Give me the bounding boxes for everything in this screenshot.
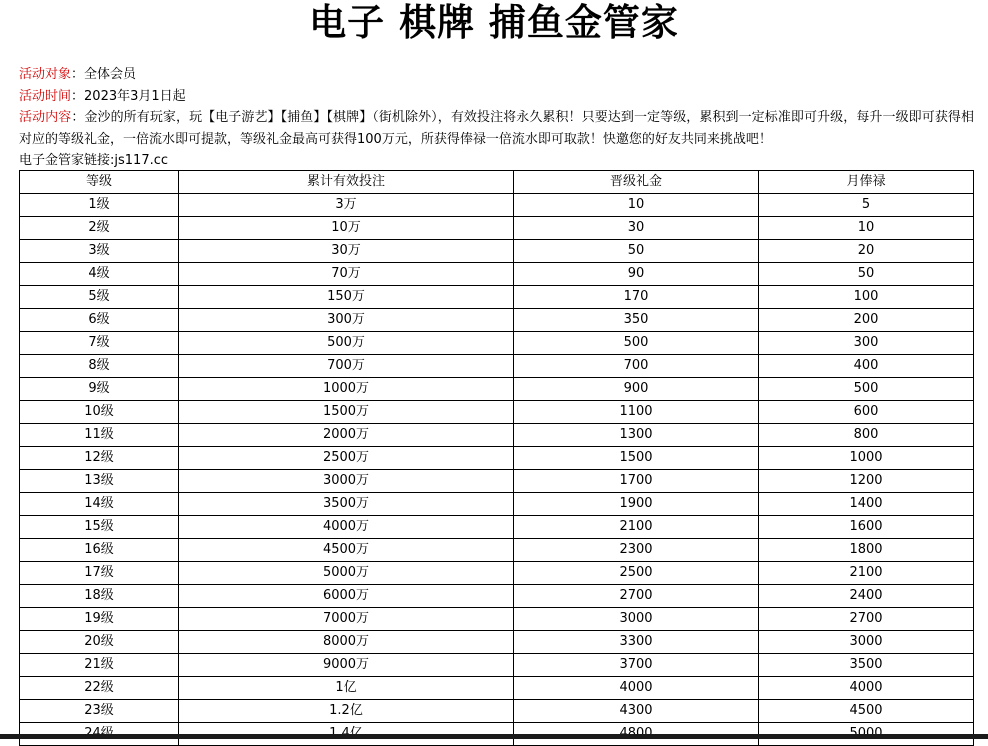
- cell-cumulative-bet: 4000万: [179, 516, 514, 539]
- cell-level: 19级: [20, 608, 179, 631]
- cell-monthly-salary: 2400: [759, 585, 974, 608]
- cell-level: 3级: [20, 240, 179, 263]
- cell-level: 5级: [20, 286, 179, 309]
- table-row: [20, 217, 974, 240]
- cell-promotion-bonus: 1100: [514, 401, 759, 424]
- link-label: 电子金管家链接: [19, 153, 111, 168]
- cell-level: 6级: [20, 309, 179, 332]
- cell-promotion-bonus: 10: [514, 194, 759, 217]
- cell-promotion-bonus: 3700: [514, 654, 759, 677]
- cell-monthly-salary: 50: [759, 263, 974, 286]
- cell-level: 4级: [20, 263, 179, 286]
- header-cumulative-bet: 累计有效投注: [179, 171, 514, 194]
- cell-promotion-bonus: 350: [514, 309, 759, 332]
- cell-cumulative-bet: 9000万: [179, 654, 514, 677]
- table-row: [20, 631, 974, 654]
- cell-promotion-bonus: 1300: [514, 424, 759, 447]
- activity-time-value: 2023年3月1日起: [84, 88, 186, 104]
- cell-promotion-bonus: 1700: [514, 470, 759, 493]
- cell-promotion-bonus: 30: [514, 217, 759, 240]
- table-row: [20, 516, 974, 539]
- cell-cumulative-bet: 1500万: [179, 401, 514, 424]
- activity-time-line: 活动时间：2023年3月1日起: [19, 88, 186, 104]
- cell-promotion-bonus: 1900: [514, 493, 759, 516]
- table-row: [20, 378, 974, 401]
- table-row: [20, 240, 974, 263]
- cell-cumulative-bet: 150万: [179, 286, 514, 309]
- cell-promotion-bonus: 500: [514, 332, 759, 355]
- table-row: [20, 677, 974, 700]
- cell-monthly-salary: 3000: [759, 631, 974, 654]
- activity-content-line: 活动内容：金沙的所有玩家，玩【电子游艺】【捕鱼】【棋牌】（街机除外），有效投注将永久累积！只要达到一定等级，累积到一定标准即可升级，每升一级即可获得相对应的等级礼金，一倍流水即可提款，等级礼金最高可获得100万元，所获得俸禄一倍流水即可取款！快邀您的好友共同来挑战吧！: [19, 110, 974, 147]
- link-line: 电子金管家链接:js117.cc: [19, 153, 169, 168]
- cell-monthly-salary: 400: [759, 355, 974, 378]
- table-row: [20, 286, 974, 309]
- cell-level: 11级: [20, 424, 179, 447]
- cell-monthly-salary: 800: [759, 424, 974, 447]
- cell-cumulative-bet: 5000万: [179, 562, 514, 585]
- cell-promotion-bonus: 900: [514, 378, 759, 401]
- cell-monthly-salary: 3500: [759, 654, 974, 677]
- cell-promotion-bonus: 4000: [514, 677, 759, 700]
- cell-cumulative-bet: 6000万: [179, 585, 514, 608]
- cell-monthly-salary: 1400: [759, 493, 974, 516]
- cell-level: 16级: [20, 539, 179, 562]
- cell-level: 13级: [20, 470, 179, 493]
- table-row: [20, 608, 974, 631]
- activity-target-value: 全体会员: [84, 67, 137, 82]
- table-row: [20, 585, 974, 608]
- cell-level: 23级: [20, 700, 179, 723]
- cell-cumulative-bet: 3000万: [179, 470, 514, 493]
- activity-content-label: 活动内容: [19, 110, 72, 125]
- cell-monthly-salary: 10: [759, 217, 974, 240]
- bottom-edge-bar: [0, 734, 988, 739]
- cell-promotion-bonus: 1500: [514, 447, 759, 470]
- table-row: [20, 355, 974, 378]
- cell-promotion-bonus: 3300: [514, 631, 759, 654]
- header-promotion-bonus: 晋级礼金: [514, 171, 759, 194]
- cell-level: 12级: [20, 447, 179, 470]
- cell-level: 17级: [20, 562, 179, 585]
- cell-promotion-bonus: 2700: [514, 585, 759, 608]
- activity-content-value: 金沙的所有玩家，玩【电子游艺】【捕鱼】【棋牌】（街机除外），有效投注将永久累积！只要达到一定等级，累积到一定标准即可升级，每升一级即可获得相对应的等级礼金，一倍流水即可提款，等级礼金最高可获得100万元，所获得俸禄一倍流水即可取款！快邀您的好友共同来挑战吧！: [19, 110, 974, 147]
- page-title: 电子 棋牌 捕鱼金管家: [309, 1, 679, 44]
- cell-promotion-bonus: 2500: [514, 562, 759, 585]
- level-table: [19, 170, 974, 746]
- cell-monthly-salary: 2700: [759, 608, 974, 631]
- cell-level: 2级: [20, 217, 179, 240]
- cell-cumulative-bet: 700万: [179, 355, 514, 378]
- cell-monthly-salary: 1000: [759, 447, 974, 470]
- header-monthly-salary: 月俸禄: [759, 171, 974, 194]
- cell-monthly-salary: 200: [759, 309, 974, 332]
- cell-monthly-salary: 4500: [759, 700, 974, 723]
- cell-promotion-bonus: 2300: [514, 539, 759, 562]
- cell-monthly-salary: 600: [759, 401, 974, 424]
- header-level: 等级: [20, 171, 179, 194]
- table-row: [20, 447, 974, 470]
- cell-monthly-salary: 2100: [759, 562, 974, 585]
- cell-promotion-bonus: 170: [514, 286, 759, 309]
- cell-monthly-salary: 100: [759, 286, 974, 309]
- cell-level: 9级: [20, 378, 179, 401]
- cell-promotion-bonus: 4300: [514, 700, 759, 723]
- table-row: [20, 424, 974, 447]
- cell-promotion-bonus: 90: [514, 263, 759, 286]
- cell-monthly-salary: 20: [759, 240, 974, 263]
- cell-cumulative-bet: 1000万: [179, 378, 514, 401]
- activity-info: [19, 64, 974, 172]
- cell-cumulative-bet: 500万: [179, 332, 514, 355]
- table-row: [20, 493, 974, 516]
- table-header-row: [20, 171, 974, 194]
- cell-cumulative-bet: 3500万: [179, 493, 514, 516]
- activity-time-label: 活动时间: [19, 88, 72, 104]
- table-row: [20, 700, 974, 723]
- table-row: [20, 470, 974, 493]
- cell-monthly-salary: 1600: [759, 516, 974, 539]
- cell-promotion-bonus: 50: [514, 240, 759, 263]
- table-row: [20, 332, 974, 355]
- cell-cumulative-bet: 300万: [179, 309, 514, 332]
- activity-target-line: 活动对象：全体会员: [19, 67, 137, 82]
- cell-promotion-bonus: 3000: [514, 608, 759, 631]
- cell-cumulative-bet: 2000万: [179, 424, 514, 447]
- cell-cumulative-bet: 4500万: [179, 539, 514, 562]
- cell-cumulative-bet: 7000万: [179, 608, 514, 631]
- cell-cumulative-bet: 70万: [179, 263, 514, 286]
- cell-cumulative-bet: 3万: [179, 194, 514, 217]
- cell-cumulative-bet: 1.2亿: [179, 700, 514, 723]
- cell-level: 7级: [20, 332, 179, 355]
- cell-level: 8级: [20, 355, 179, 378]
- cell-level: 18级: [20, 585, 179, 608]
- cell-monthly-salary: 5: [759, 194, 974, 217]
- table-body: [20, 194, 974, 746]
- activity-target-label: 活动对象: [19, 67, 72, 82]
- cell-monthly-salary: 500: [759, 378, 974, 401]
- table-row: [20, 401, 974, 424]
- link-value[interactable]: js117.cc: [114, 153, 169, 168]
- cell-monthly-salary: 1200: [759, 470, 974, 493]
- cell-promotion-bonus: 2100: [514, 516, 759, 539]
- table-row: [20, 309, 974, 332]
- cell-level: 10级: [20, 401, 179, 424]
- cell-cumulative-bet: 1亿: [179, 677, 514, 700]
- table-row: [20, 194, 974, 217]
- cell-promotion-bonus: 700: [514, 355, 759, 378]
- cell-level: 15级: [20, 516, 179, 539]
- cell-level: 22级: [20, 677, 179, 700]
- table-row: [20, 263, 974, 286]
- cell-level: 14级: [20, 493, 179, 516]
- cell-cumulative-bet: 8000万: [179, 631, 514, 654]
- cell-level: 21级: [20, 654, 179, 677]
- cell-monthly-salary: 1800: [759, 539, 974, 562]
- cell-level: 1级: [20, 194, 179, 217]
- cell-cumulative-bet: 10万: [179, 217, 514, 240]
- cell-monthly-salary: 4000: [759, 677, 974, 700]
- cell-cumulative-bet: 2500万: [179, 447, 514, 470]
- cell-monthly-salary: 300: [759, 332, 974, 355]
- cell-cumulative-bet: 30万: [179, 240, 514, 263]
- table-row: [20, 539, 974, 562]
- table-row: [20, 654, 974, 677]
- cell-level: 20级: [20, 631, 179, 654]
- table-row: [20, 562, 974, 585]
